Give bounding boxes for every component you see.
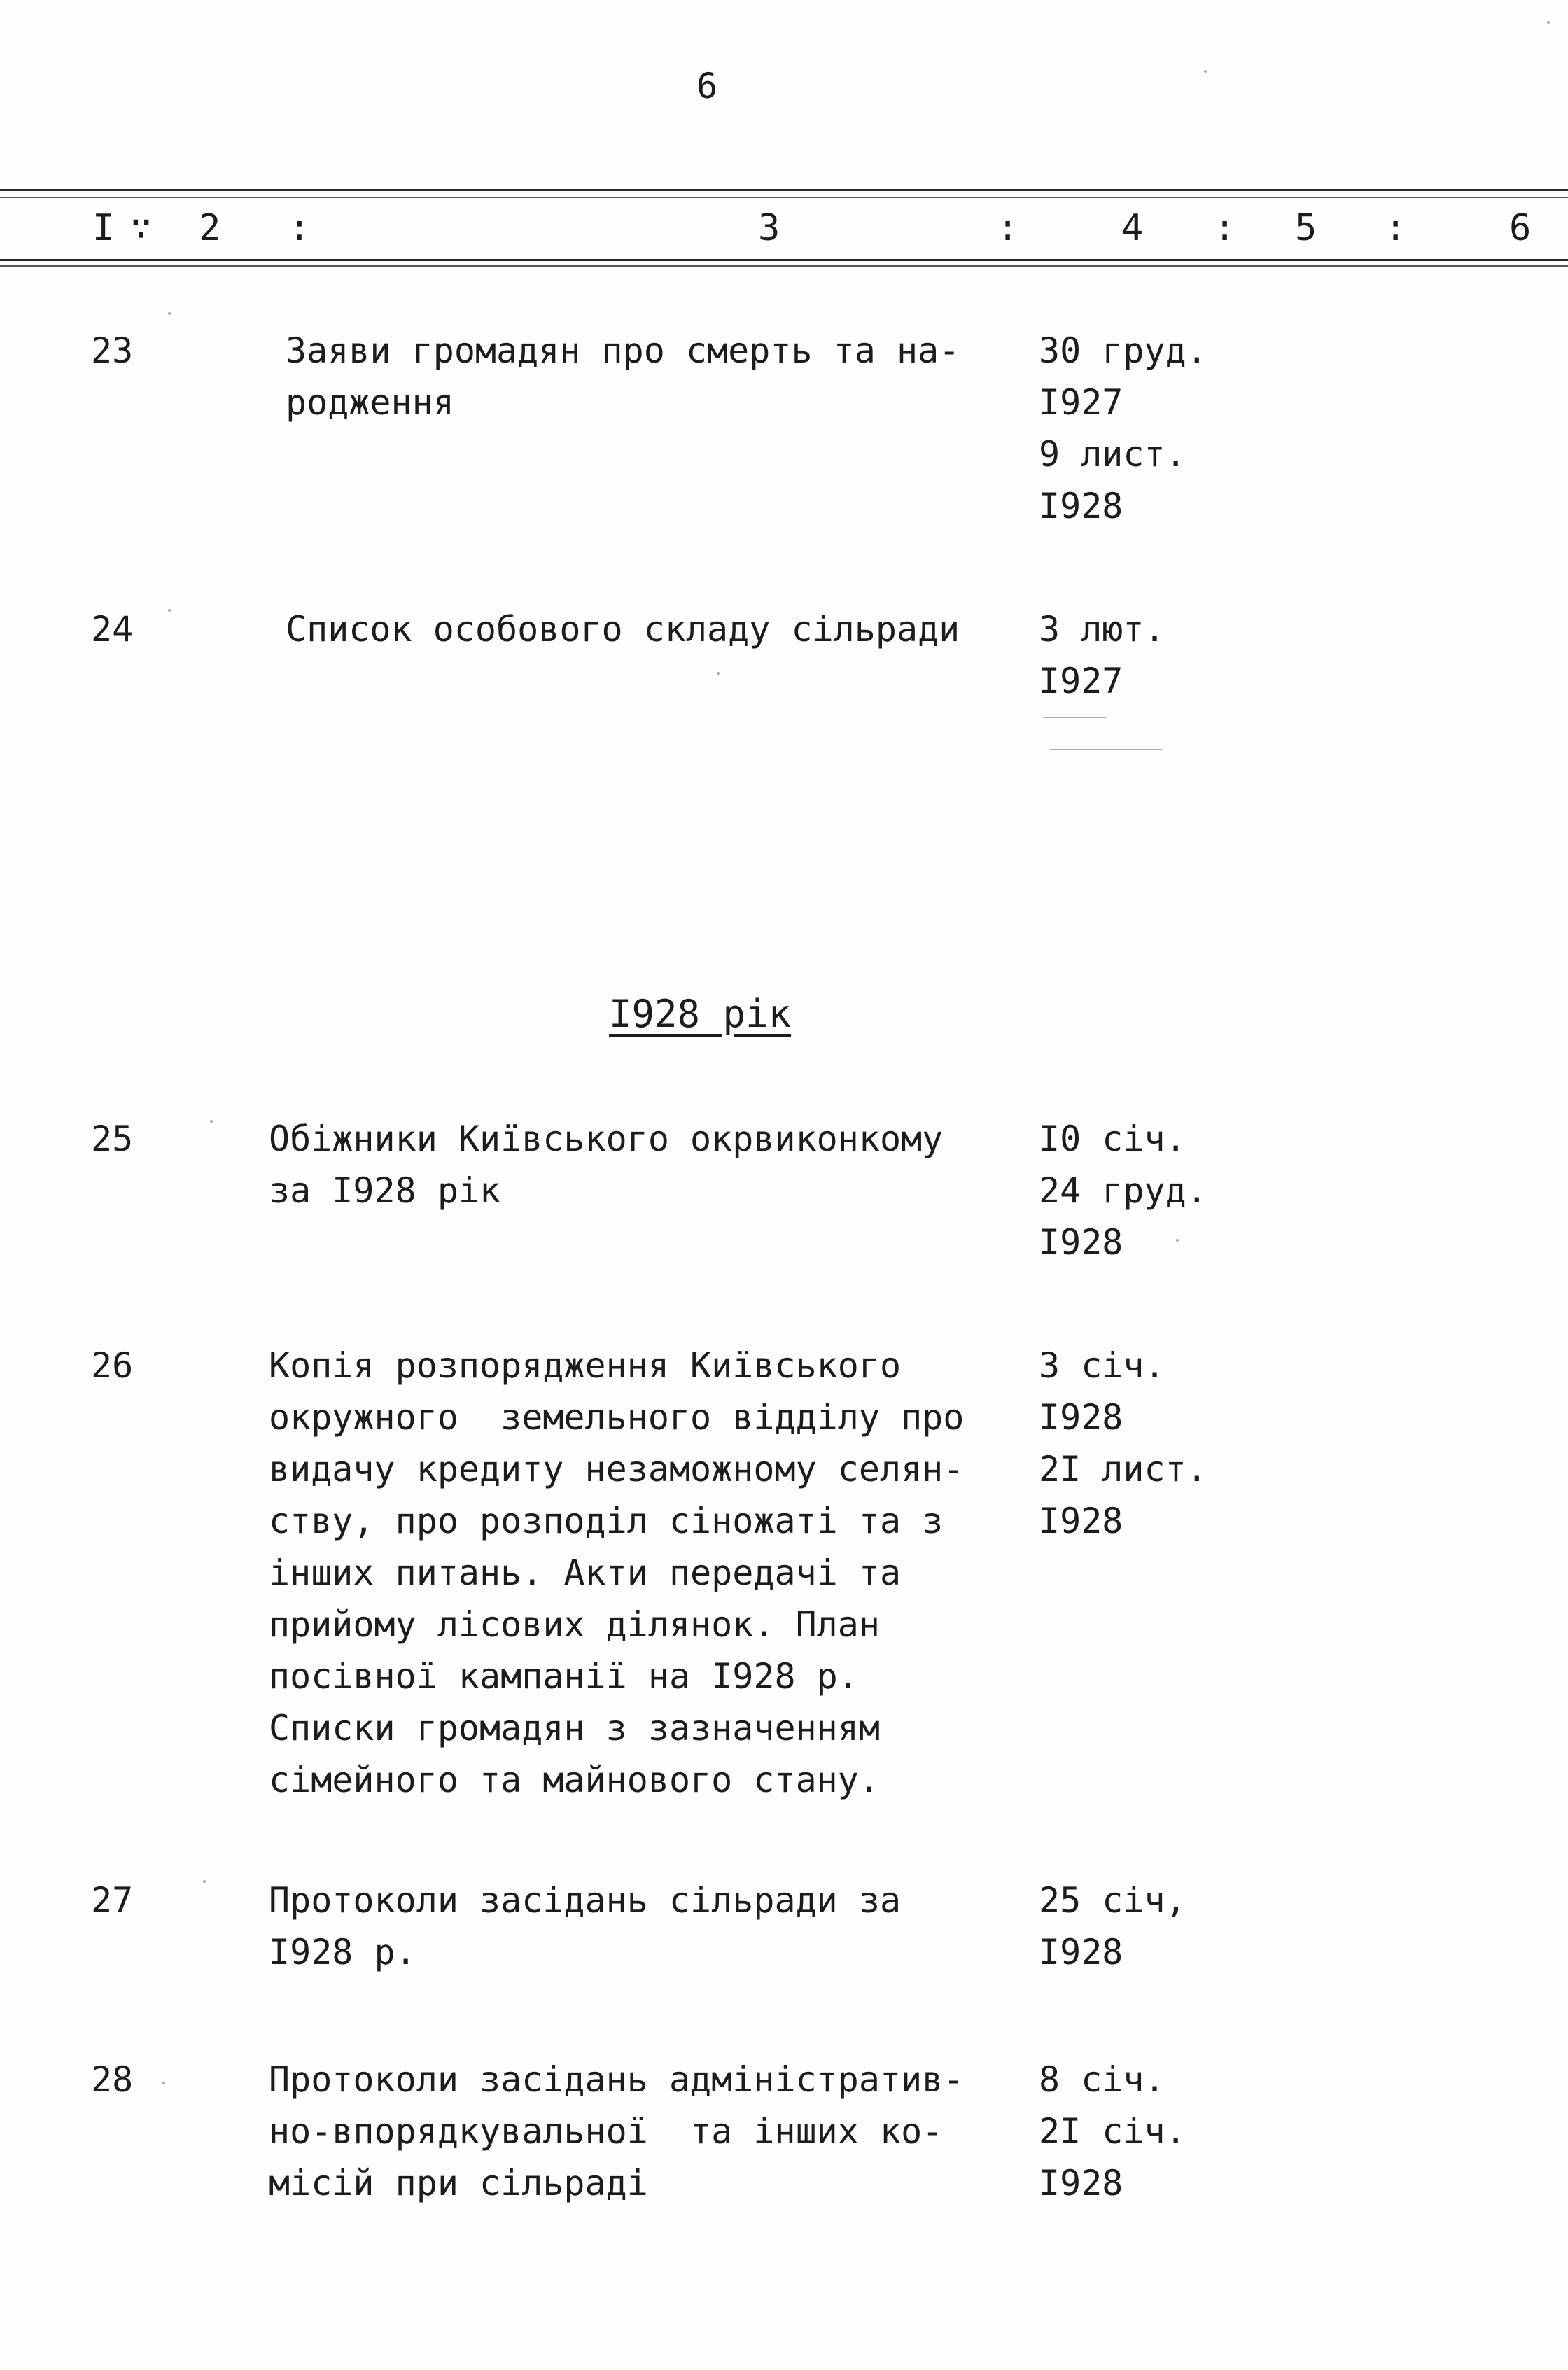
header-rule-bottom — [0, 259, 1568, 261]
pencil-mark — [1043, 717, 1106, 718]
entry-description: Заяви громадян про смерть та на- родження — [286, 330, 960, 423]
entry-dates: 3 лют. I927 — [1039, 609, 1166, 701]
paper-speck — [203, 1880, 206, 1883]
entry-number: 25 — [91, 1119, 134, 1159]
entry-number: 27 — [91, 1880, 134, 1921]
pencil-mark — [1050, 749, 1162, 750]
entry-description: Протоколи засідань адміністратив- но-впорядкувальної та інших ко- місій при сільраді — [269, 2059, 965, 2203]
entry-number: 26 — [91, 1345, 134, 1386]
column-header-6: 6 — [1509, 207, 1532, 249]
column-separator: : — [1385, 207, 1407, 249]
column-header-1: I — [92, 207, 115, 249]
column-separator: : — [288, 207, 311, 249]
entry-description: Список особового складу сільради — [286, 609, 960, 650]
paper-speck — [210, 1120, 213, 1123]
entry-description: Протоколи засідань сільради за I928 р. — [269, 1880, 902, 1972]
column-separator: : — [997, 207, 1019, 249]
entry-description: Копія розпорядження Київського окружного земельного відділу про видачу кредиту незаможному селян- ству, про розподіл сіножаті та з інших питань. Акти передачі та прийому лісових ділянок. План посівної кампанії на I928 р. Списки громадян з зазначенням сімейного та майнового стану. — [269, 1345, 965, 1800]
paper-speck — [1547, 21, 1550, 24]
entry-number: 24 — [91, 609, 134, 650]
paper-speck — [1204, 70, 1207, 73]
entry-dates: 30 груд. I927 9 лист. I928 — [1039, 330, 1208, 526]
paper-speck — [717, 672, 720, 675]
paper-speck — [1176, 1239, 1179, 1242]
entry-number: 23 — [91, 330, 134, 371]
paper-speck — [168, 312, 171, 315]
entry-dates: 25 січ, I928 — [1039, 1880, 1186, 1972]
header-rule-bottom-inner — [0, 265, 1568, 267]
entry-dates: 3 січ. I928 2I лист. I928 — [1039, 1345, 1208, 1541]
paper-speck — [162, 2082, 165, 2084]
header-rule-top-inner — [0, 197, 1568, 198]
column-header-3: 3 — [758, 207, 780, 249]
column-header-2: 2 — [199, 207, 221, 249]
header-rule-top — [0, 189, 1568, 191]
paper-speck — [168, 609, 171, 612]
entry-number: 28 — [91, 2059, 134, 2100]
page-number: 6 — [696, 66, 718, 106]
column-separator: : — [1214, 207, 1236, 249]
year-heading: I928 рік — [609, 992, 792, 1036]
column-separator: ∵ — [130, 207, 153, 249]
entry-dates: I0 січ. 24 груд. I928 — [1039, 1119, 1208, 1263]
entry-dates: 8 січ. 2I січ. I928 — [1039, 2059, 1186, 2203]
entry-description: Обіжники Київського окрвиконкому за I928 рік — [269, 1119, 944, 1211]
column-header-5: 5 — [1295, 207, 1317, 249]
column-header-4: 4 — [1121, 207, 1144, 249]
